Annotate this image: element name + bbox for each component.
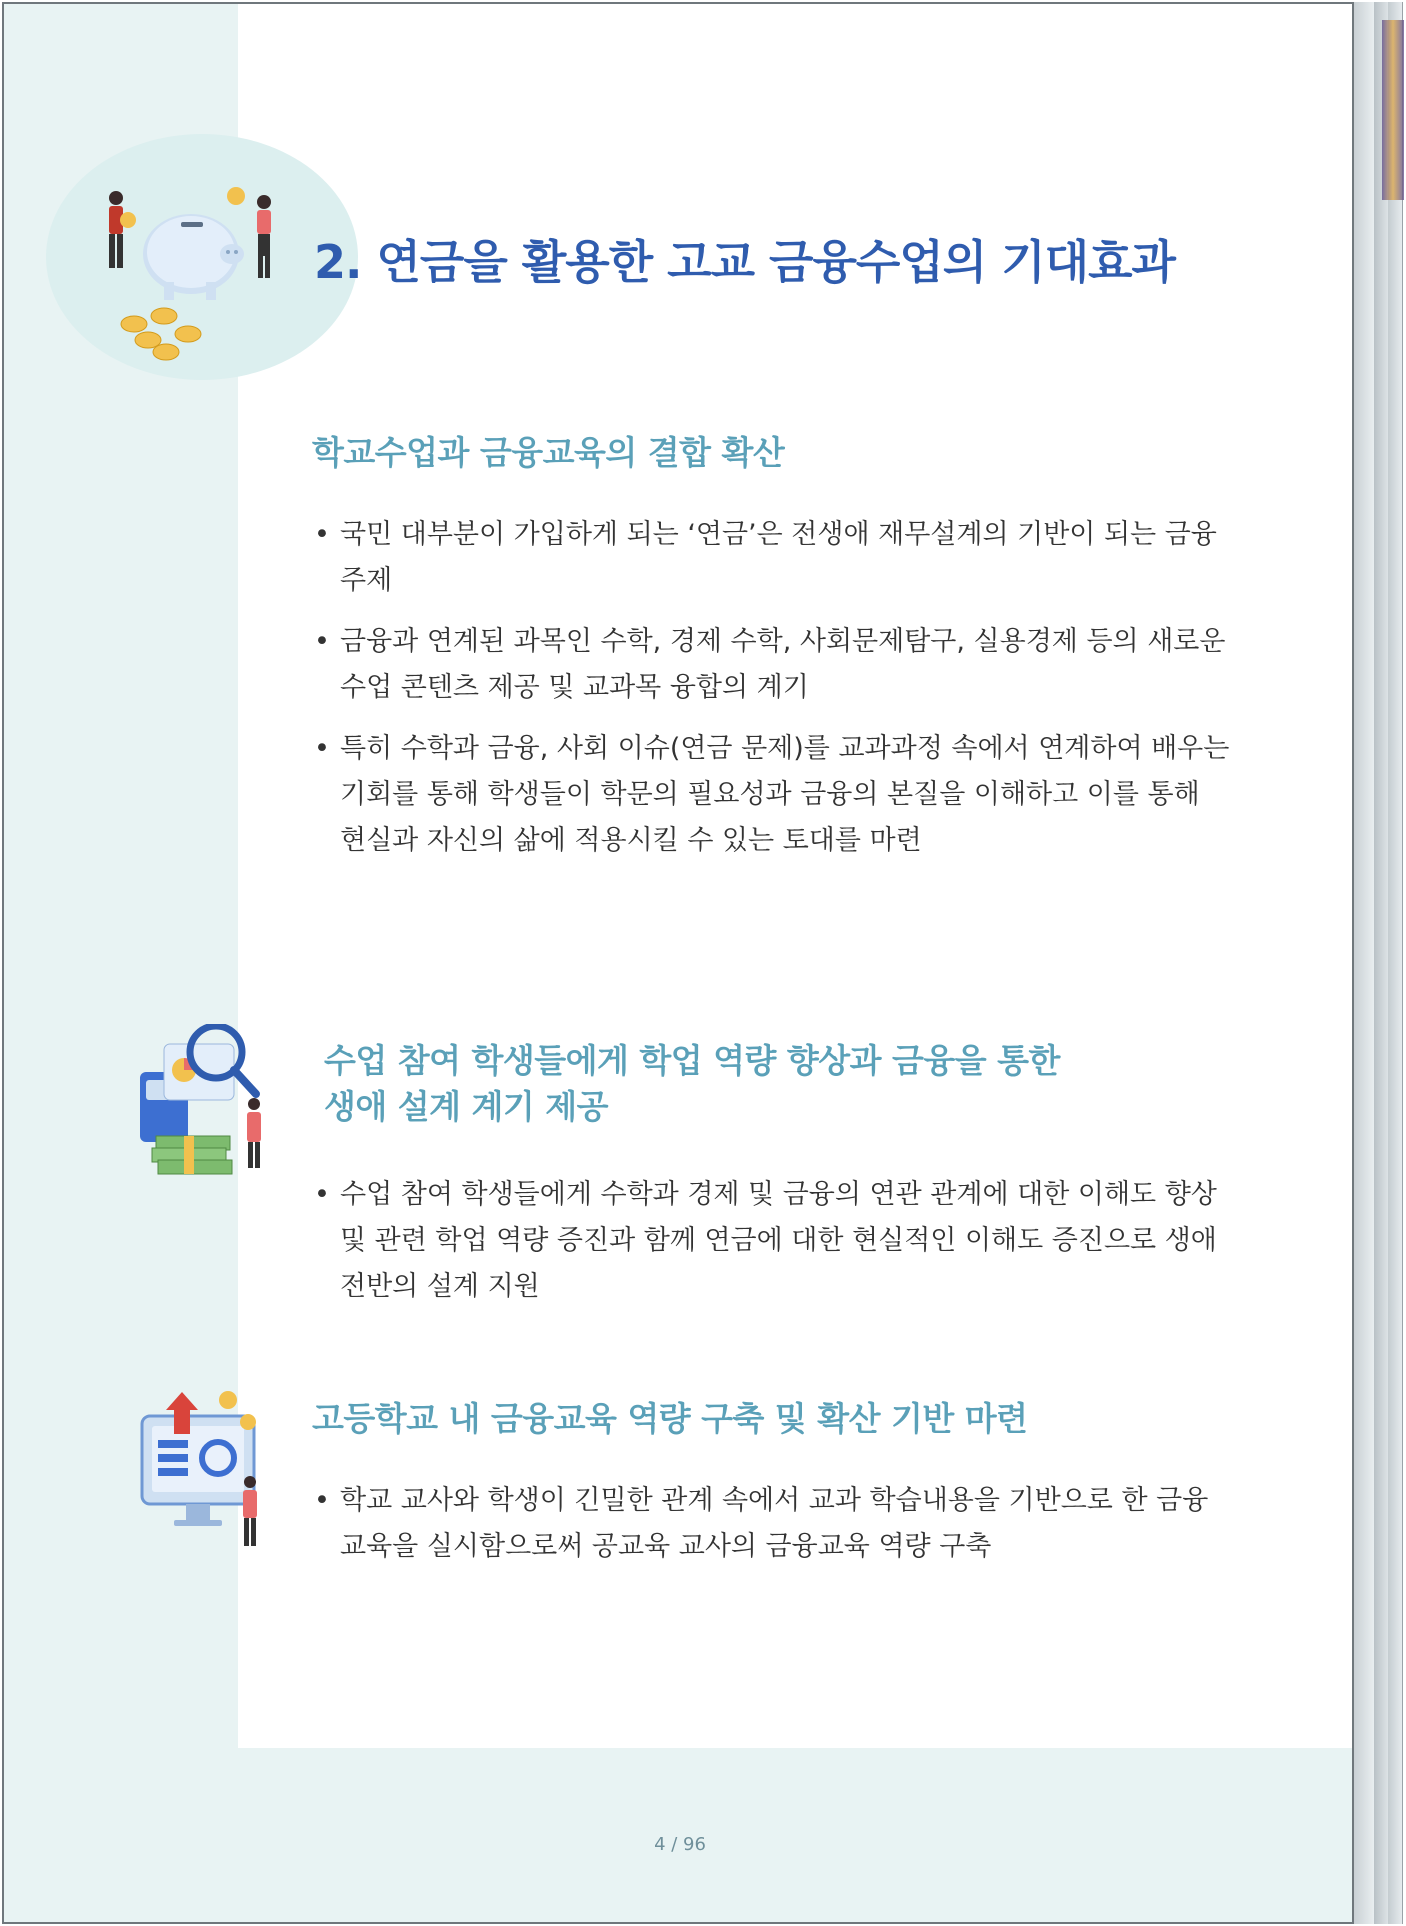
bullet-item: • 국민 대부분이 가입하게 되는 ‘연금’은 전생애 재무설계의 기반이 되는 금융 주제 — [312, 512, 1232, 604]
page-stack-edge — [1354, 2, 1375, 1924]
page-stack-edge — [1388, 2, 1403, 1924]
bullet-list — [312, 1478, 1232, 1585]
page-title: 2. 연금을 활용한 고교 금융수업의 기대효과 — [314, 235, 1175, 289]
section-heading: 수업 참여 학생들에게 학업 역량 향상과 금융을 통한 — [324, 1041, 1060, 1080]
bullet-item: • 학교 교사와 학생이 긴밀한 관계 속에서 교과 학습내용을 기반으로 한 금융교육을 실시함으로써 공교육 교사의 금융교육 역량 구축 — [312, 1478, 1232, 1570]
magnifier-finance-icon — [136, 1024, 276, 1196]
document-page — [2, 2, 1354, 1924]
bullet-item: • 금융과 연계된 과목인 수학, 경제 수학, 사회문제탐구, 실용경제 등의 새로운 수업 콘텐츠 제공 및 교과목 융합의 계기 — [312, 619, 1232, 711]
section-heading: 생애 설계 계기 제공 — [324, 1087, 608, 1126]
bullet-item: • 특히 수학과 금융, 사회 이슈(연금 문제)를 교과과정 속에서 연계하여 배우는 기회를 통해 학생들이 학문의 필요성과 금융의 본질을 이해하고 이를 통해 현실과 자신의 삶에 적용시킬 수 있는 토대를 마련 — [312, 726, 1232, 864]
section-heading: 고등학교 내 금융교육 역량 구축 및 확산 기반 마련 — [312, 1399, 1028, 1438]
page-stack-accent — [1382, 20, 1404, 200]
page-stack-edge — [1374, 2, 1389, 1924]
bullet-item: • 수업 참여 학생들에게 수학과 경제 및 금융의 연관 관계에 대한 이해도 향상 및 관련 학업 역량 증진과 함께 연금에 대한 현실적인 이해도 증진으로 생애 전반의 설계 지원 — [312, 1172, 1232, 1310]
section-heading: 학교수업과 금융교육의 결합 확산 — [312, 433, 785, 472]
piggy-bank-people-icon — [96, 184, 286, 366]
bullet-list — [312, 1172, 1232, 1325]
bullet-list — [312, 512, 1232, 879]
growth-monitor-icon — [138, 1382, 274, 1554]
page-number: 4 / 96 — [654, 1834, 706, 1855]
